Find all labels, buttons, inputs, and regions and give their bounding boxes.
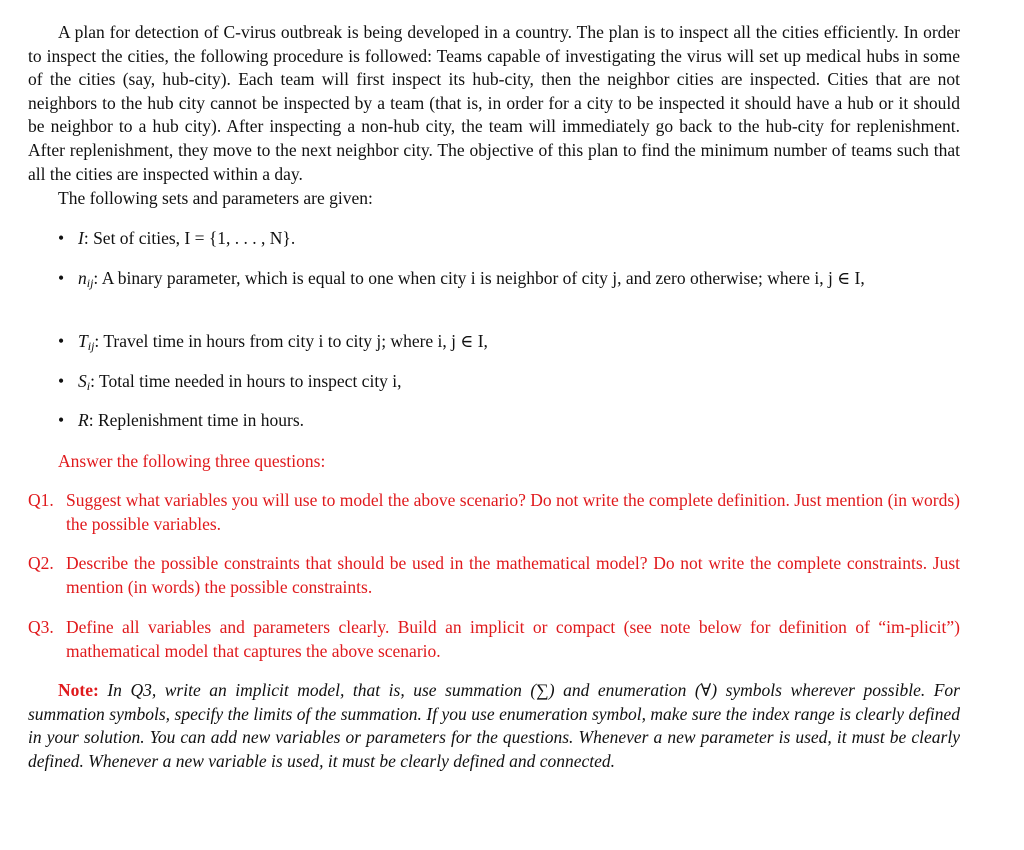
question-item (28, 616, 960, 663)
answer-prompt: Answer the following three questions: (58, 451, 326, 471)
question-number: Q2. (28, 553, 54, 573)
question-text: Define all variables and parameters clearly. Build an implicit or compact (see note below for definition of “im-plicit”) mathematical model that captures the above scenario. (66, 617, 960, 661)
question-number: Q1. (28, 490, 54, 510)
question-number: Q3. (28, 617, 54, 637)
intro-paragraph: A plan for detection of C-virus outbreak is being developed in a country. The plan is to inspect all the cities efficiently. In order to inspect the cities, the following procedure is followed: Teams capable of investigating the virus will set up medical hubs in some of the cities (say, hub-city). Each team will first inspect its hub-city, then the neighbor cities are inspected. Cities that are not neighbors to the hub city cannot be inspected by a team (that is, in order for a city to be inspected it should have a hub or it should be neighbor to a hub city). After inspecting a non-hub city, the team will immediately go back to the hub-city for replenishment. After replenishment, they move to the next neighbor city. The objective of this plan to find the minimum number of teams such that all the cities are inspected within a day. (28, 22, 960, 184)
note-paragraph (28, 679, 960, 773)
bullet-icon: • (58, 268, 65, 288)
given-sets-heading: The following sets and parameters are given: (58, 188, 373, 208)
parameter-item: • $n_{ij}$: A binary parameter, which is equal to one when city i is neighbor of city j, and zero otherwise; where i, j ∈ I, (58, 268, 865, 290)
parameter-item: • $T_{ij}$: Travel time in hours from city i to city j; where i, j ∈ I, (58, 331, 488, 353)
bullet-icon: • (58, 331, 65, 351)
question-text: Describe the possible constraints that should be used in the mathematical model? Do not write the complete constraints. Just mention (in words) the possible constraints. (66, 553, 960, 597)
parameter-item: • R: Replenishment time in hours. (58, 409, 960, 433)
question-item (28, 552, 960, 599)
parameter-item: • I: Set of cities, I = {1, . . . , N}. (58, 227, 960, 251)
question-text: Suggest what variables you will use to model the above scenario? Do not write the complete definition. Just mention (in words) the possible variables. (66, 490, 960, 534)
bullet-icon: • (58, 371, 65, 391)
note-text: In Q3, write an implicit model, that is, use summation (∑) and enumeration (∀) symbols wherever possible. For summation symbols, specify the limits of the summation. If you use enumeration symbol, make sure the index range is clearly defined in your solution. You can add new variables or parameters for the questions. Whenever a new parameter is used, it must be clearly defined. Whenever a new variable is used, it must be clearly defined and connected. (28, 680, 960, 771)
bullet-icon: • (58, 228, 65, 248)
parameter-item: • $S_i$: Total time needed in hours to inspect city i, (58, 371, 402, 393)
question-item (28, 489, 960, 536)
note-label: Note: (58, 680, 99, 700)
bullet-icon: • (58, 410, 65, 430)
